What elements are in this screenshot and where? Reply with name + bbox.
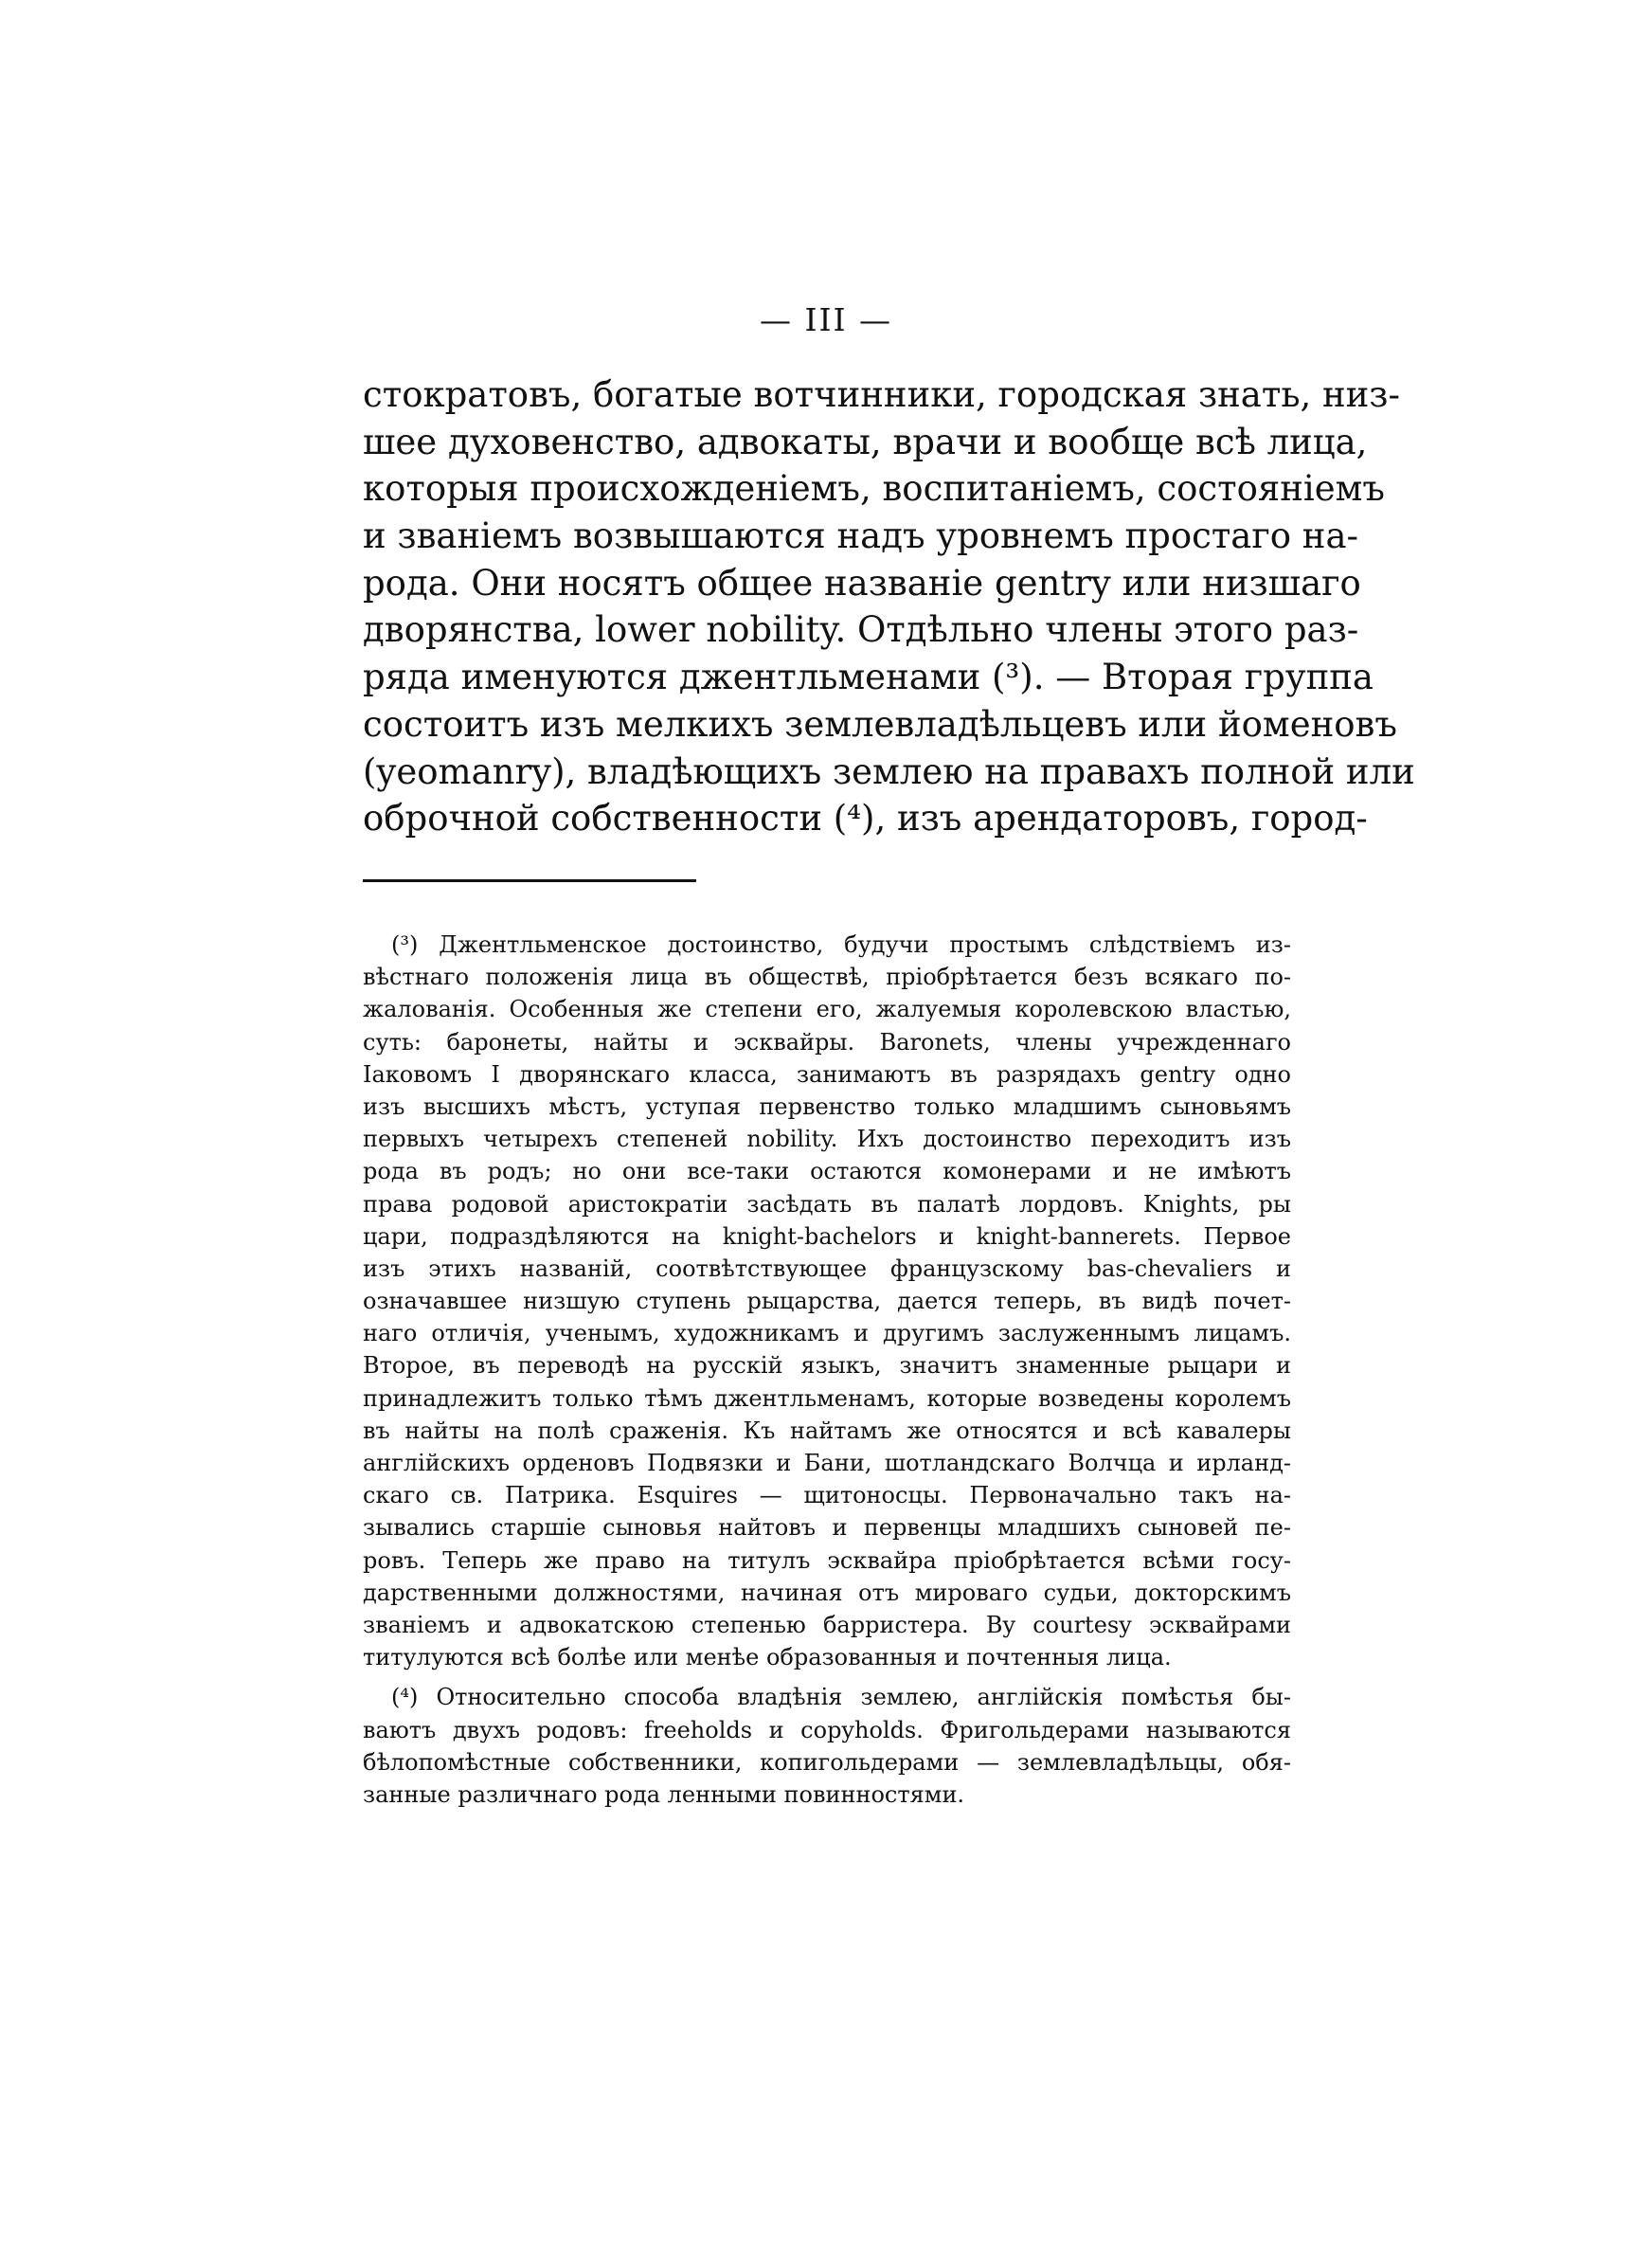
footnote-line: въ найты на полѣ сраженія. Къ найтамъ же относятся и всѣ кавалеры [363, 1417, 1291, 1444]
footnote-line: бѣлопомѣстные собственники, копигольдерами — землевладѣльцы, обя- [363, 1748, 1291, 1776]
footnote-line: суть: баронеты, найты и эсквайры. Baronets, члены учрежденнаго [363, 1028, 1291, 1056]
main-text-body [363, 371, 1415, 842]
main-text-line: и званіемъ возвышаются надъ уровнемъ простаго на- [363, 515, 1359, 557]
footnote-line: занные различнаго рода ленными повинностями. [363, 1780, 965, 1808]
main-text-line: оброчной собственности (⁴), изъ арендаторовъ, город- [363, 798, 1368, 840]
footnote-line: Второе, въ переводѣ на русскій языкъ, значитъ знаменные рыцари и [363, 1352, 1291, 1380]
footnote-line: цари, подраздѣляются на knight-bachelors и knight-bannerets. Первое [363, 1222, 1291, 1250]
footnote-line: изъ этихъ названій, соотвѣтствующее французскому bas-chevaliers и [363, 1255, 1291, 1282]
footnote-line: наго отличія, ученымъ, художникамъ и другимъ заслуженнымъ лицамъ. [363, 1320, 1291, 1347]
footnote-line: жалованія. Особенныя же степени его, жалуемыя королевскою властью, [363, 996, 1291, 1023]
footnote-line: вѣстнаго положенія лица въ обществѣ, пріобрѣтается безъ всякаго по- [363, 964, 1291, 991]
main-text-line: которыя происхожденіемъ, воспитаніемъ, состояніемъ [363, 468, 1385, 510]
footnote-line: (³) Джентльменское достоинство, будучи простымъ слѣдствіемъ из- [391, 931, 1291, 958]
footnote-line: званіемъ и адвокатскою степенью барристера. By courtesy эсквайрами [363, 1611, 1291, 1638]
footnote-3 [363, 929, 1291, 1673]
footnote-4 [363, 1681, 1291, 1811]
footnote-line: англійскихъ орденовъ Подвязки и Бани, шотландскаго Волчца и ирланд- [363, 1450, 1291, 1476]
footnote-line: ровъ. Теперь же право на титулъ эсквайра пріобрѣтается всѣми госу- [363, 1546, 1291, 1574]
footnote-line: изъ высшихъ мѣстъ, уступая первенство только младшимъ сыновьямъ [363, 1092, 1291, 1120]
main-text-line: состоитъ изъ мелкихъ землевладѣльцевъ или йоменовъ [363, 703, 1397, 745]
footnote-line: дарственными должностями, начиная отъ мироваго судьи, докторскимъ [363, 1579, 1291, 1606]
footnote-line: означавшее низшую ступень рыцарства, дается теперь, въ видѣ почет- [363, 1288, 1291, 1315]
footnote-line: (⁴) Относительно способа владѣнія землею, англійскія помѣстья бы- [391, 1684, 1291, 1711]
footnote-line: титулуются всѣ болѣе или менѣе образованныя и почтенныя лица. [363, 1644, 1172, 1671]
footnote-line: рода въ родъ; но они все-таки остаются комонерами и не имѣютъ [363, 1158, 1291, 1185]
footnote-line: Іаковомъ I дворянскаго класса, занимаютъ въ разрядахъ gentry одно [363, 1060, 1291, 1088]
footnote-line: первыхъ четырехъ степеней nobility. Ихъ достоинство переходитъ изъ [363, 1126, 1291, 1153]
footnotes [363, 929, 1291, 1811]
main-text-line: (yeomanry), владѣющихъ землею на правахъ полной или [363, 750, 1415, 792]
footnote-line: принадлежитъ только тѣмъ джентльменамъ, которые возведены королемъ [363, 1384, 1291, 1412]
main-text-line: рода. Они носятъ общее названіе gentry или низшаго [363, 562, 1361, 604]
footnote-line: ваютъ двухъ родовъ: freeholds и copyholds. Фригольдерами называются [363, 1716, 1291, 1743]
footnote-line: зывались старшіе сыновья найтовъ и первенцы младшихъ сыновей пе- [363, 1514, 1291, 1542]
main-text-line: стократовъ, богатые вотчинники, городская знать, низ- [363, 374, 1400, 415]
main-text-line: ряда именуются джентльменами (³). — Вторая группа [363, 657, 1374, 698]
footnote-line: права родовой аристократіи засѣдать въ палатѣ лордовъ. Knights, ры [363, 1190, 1291, 1218]
main-text-line: дворянства, lower nobility. Отдѣльно члены этого раз- [363, 609, 1359, 651]
main-text-line: шее духовенство, адвокаты, врачи и вообще всѣ лица, [363, 421, 1368, 462]
footnote-separator [363, 879, 696, 882]
page-number: — III — [759, 301, 893, 338]
footnote-line: скаго св. Патрика. Esquires — щитоносцы. Первоначально такъ на- [363, 1482, 1291, 1509]
